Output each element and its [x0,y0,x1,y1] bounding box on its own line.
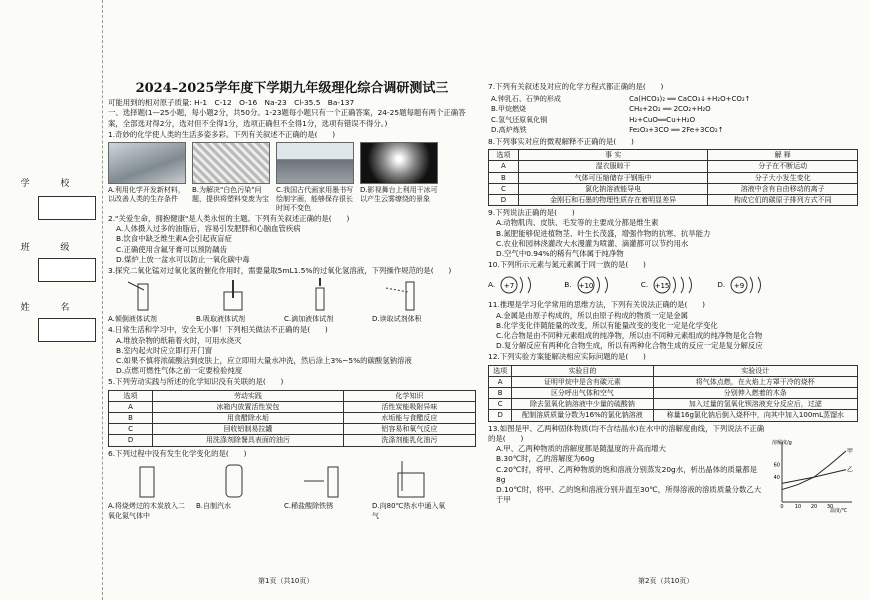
q6-option-b: B.自制汽水 [196,501,232,510]
q5-header-practice: 劳动实践 [153,390,344,401]
q1-image-b [192,142,270,184]
name-label: 姓 名 [20,303,84,313]
q1-option-a: A.利用化学开发新材料，以改善人类的生存条件 [108,186,185,204]
q8-cell: 构成它们的碳原子排列方式不同 [708,195,858,206]
q12-header-goal: 实验目的 [512,365,653,376]
q5-header-knowledge: 化学知识 [343,390,475,401]
series-label: 乙 [847,466,854,474]
q12-cell: D [489,410,512,421]
q8-header-fact: 事 实 [518,150,707,161]
q4-option-b: B.室内起火时应立即打开门窗 [116,345,213,355]
q12-cell: A [489,376,512,387]
question-8: 8.下列事实对应的微观解释不正确的是( ) [488,137,634,147]
q7-options [488,94,858,135]
q6-option-c: C.稀盐酸除铁锈 [284,501,334,510]
series-line [782,451,846,490]
q8-table [488,149,858,206]
q5-cell: 用食醋除水垢 [153,413,344,424]
q8-cell: 氯化钠溶液能导电 [518,183,707,194]
q5-cell: B [109,413,153,424]
solubility-chart [768,436,858,516]
q12-header-design: 实验设计 [653,365,857,376]
question-4: 4.日常生活和学习中，安全无小事！下列相关做法不正确的是( ) [108,325,328,335]
school-field[interactable] [38,196,96,220]
q7-equation-d: Fe₂O₃+3CO ══ 2Fe+3CO₂↑ [629,125,724,134]
q5-cell: A [109,401,153,412]
q5-header-option: 选项 [109,390,153,401]
atom-structure-icon [651,274,695,296]
q3-pouring-apparatus [108,278,186,318]
q2-option-b: B.饮食中缺乏维生素A会引起夜盲症 [116,234,232,244]
question-11: 11.推理是学习化学常用的思维方法，下列有关说法正确的是( ) [488,300,706,310]
q8-cell: 溶液中含有自由移动的离子 [708,183,858,194]
q10-nucleus-b: +10 [578,282,594,291]
q1-image-a [108,142,186,184]
q8-cell: 分子在不断运动 [708,161,858,172]
q13-option-d: D.10℃时，将甲、乙的饱和溶液分别升温至30℃，所得溶液的溶质质量分数乙大于甲 [496,484,762,505]
q11-option-c: C.化合物是由不同种元素组成的纯净物，所以由不同种元素组成的纯净物是化合物 [496,331,763,341]
q4-option-a: A.堆放杂物的纸箱着火时，可用水浇灭 [116,335,242,345]
question-13: 13.如图是甲、乙两种固体物质(均不含结晶水)在水中的溶解度曲线，下列说法不正确的是( ) [488,423,765,443]
x-tick-label: 20 [810,504,818,510]
q8-cell: 湿衣服晾干 [518,161,707,172]
page-footer-2: 第2页（共10页） [638,576,694,585]
q12-cell: 称量16g氯化钠后倒入烧杯中，向其中加入100mL蒸馏水 [653,410,857,421]
q10-atom-diagrams [488,274,858,296]
question-2: 2."关爱生命，拥抱健康"是人类永恒的主题。下列有关叙述正确的是( ) [108,214,350,224]
q12-table [488,365,858,422]
q8-cell: B [489,172,519,183]
q7-option-c: C.氢气还原氧化铜 [491,115,548,124]
question-9: 9.下列说法正确的是( ) [488,208,575,218]
q9-option-c: C.农业和园林浇灌改大水漫灌为喷灌、滴灌都可以节约用水 [496,238,689,248]
q11-option-d: D.复分解反应有两种化合物生成，所以有两种化合物生成的反应一定是复分解反应 [496,341,763,351]
question-3: 3.探究二氧化锰对过氧化氢的催化作用时，需要量取5mL1.5%的过氧化氢溶液，下列操作规范的是( ) [108,266,452,276]
q1-option-d: D.影视舞台上利用干冰可以产生云雾缭绕的景象 [360,186,438,204]
q7-equation-b: CH₄+2O₂ ══ 2CO₂+H₂O [629,105,711,114]
y-tick-label: 40 [773,475,780,482]
q12-cell: 区分呼出气体和空气 [512,388,653,399]
q5-cell: 水垢能与食醋反应 [343,413,475,424]
question-12: 12.下列实验方案能解决相应实际问题的是( ) [488,352,646,362]
q5-cell: 回收铝制易拉罐 [153,424,344,435]
q1-option-c: C.我国古代画家用墨书写绘制字画，能够保存很长时间不变色 [276,186,354,213]
question-10: 10.下列所示元素与氮元素属于同一族的是( ) [488,260,646,270]
q8-cell: 气体可压缩储存于钢瓶中 [518,172,707,183]
question-5: 5.下列劳动实践与所述的化学知识没有关联的是( ) [108,377,284,387]
q4-option-d: D.点燃可燃性气体之前一定要检验纯度 [116,366,243,376]
atom-structure-icon [575,274,619,296]
q6-acid-tube [284,461,362,501]
q8-cell: D [489,195,519,206]
q7-equation-a: Ca(HCO₃)₂ ══ CaCO₃↓+H₂O+CO₂↑ [629,95,751,104]
q3-dropping-apparatus [284,278,362,318]
q8-header-explanation: 解 释 [708,150,858,161]
exam-title: 2024–2025学年度下学期九年级理化综合调研测试三 [135,81,449,96]
q3-option-b: B.吸取液体试剂 [196,315,246,324]
q5-cell: 铝容易和氧气反应 [343,424,475,435]
q12-cell: 配制溶质质量分数为16%的氯化钠溶液 [512,410,653,421]
q9-option-a: A.动物肌肉、皮肤、毛发等的主要成分都是维生素 [496,218,659,228]
q1-image-c [276,142,354,184]
right-column [488,0,858,600]
q10-nucleus-d: +9 [734,282,745,291]
q3-dropper-apparatus [196,278,274,318]
q12-cell: 将气体点燃，在火焰上方罩干冷的烧杯 [653,376,857,387]
atom-structure-icon [728,274,772,296]
atom-structure-icon [498,274,542,296]
y-tick-label: 60 [773,462,780,469]
q3-reading-apparatus [372,278,450,318]
q8-cell: C [489,183,519,194]
x-axis-label: 温度/℃ [830,508,848,514]
q10-option-d: D. [717,280,726,290]
q5-cell: D [109,435,153,446]
q6-option-a: A.将烧烤过的木炭放入二氧化氮气体中 [108,501,185,521]
q12-cell: 加入过量的氢氧化钡溶液充分反应后，过滤 [653,399,857,410]
q5-cell: 用洗涤剂除餐具表面的油污 [153,435,344,446]
question-7: 7.下列有关叙述及对应的化学方程式都正确的是( ) [488,82,664,91]
q3-option-a: A.倾倒液体试剂 [108,315,157,324]
q2-option-d: D.煤炉上放一盆水可以防止一氧化碳中毒 [116,254,250,264]
q5-cell: 活性炭能吸附异味 [343,401,475,412]
q10-option-b: B. [564,280,572,290]
q12-cell: B [489,388,512,399]
q13-option-b: B.30℃时，乙的溶解度为60g [496,454,595,464]
class-field[interactable] [38,258,96,282]
q5-cell: C [109,424,153,435]
q5-cell: 冰箱内放置活性炭包 [153,401,344,412]
question-1: 1.奇妙的化学使人类的生活多姿多彩。下列有关叙述不正确的是( ) [108,129,336,139]
q12-cell: 除去氢氧化钠溶液中少量的硫酸钠 [512,399,653,410]
q6-soda-bottle [196,461,274,501]
q7-option-b: B.甲烷燃烧 [491,105,527,114]
q7-option-a: A.钟乳石、石笋的形成 [491,95,561,104]
q13-option-a: A.甲、乙两种物质的溶解度都是随温度的升高而增大 [496,444,666,454]
q11-option-a: A.金属是由原子构成的，所以由原子构成的物质一定是金属 [496,310,689,320]
name-field[interactable] [38,318,96,342]
q3-option-d: D.读取试剂体积 [372,315,422,324]
q12-header-option: 选项 [489,365,512,376]
section-instructions: 一、选择题(1—25小题，每小题2分，共50分。1-23题每小题只有一个正确答案，24-25题每题有两个正确答案，全部选对得2分，选对但不全得1分，选项正确但不全得1分，选项有错误不得分。) [108,108,466,128]
class-label: 班 级 [20,243,84,253]
x-tick-label: 10 [794,504,802,510]
q13-option-c: C.20℃时，将甲、乙两种物质的饱和溶液分别蒸发20g水，析出晶体的质量都是8g [496,464,758,484]
q5-table [108,390,476,447]
school-label: 学 校 [20,179,84,189]
q10-nucleus-a: +7 [504,282,515,291]
q8-header-option: 选项 [489,150,519,161]
q5-cell: 洗涤剂能乳化油污 [343,435,475,446]
q7-equation-c: H₂+CuO══Cu+H₂O [629,115,696,124]
student-info-strip [0,0,103,600]
left-column [108,0,476,600]
q10-option-c: C. [640,280,649,290]
q10-option-a: A. [488,280,496,290]
q9-option-b: B.氮肥能够促进植物茎、叶生长茂盛，增强作物的抗寒、抗旱能力 [496,228,711,238]
q8-cell: 金刚石和石墨的物理性质存在着明显差异 [518,195,707,206]
question-6: 6.下列过程中没有发生化学变化的是( ) [108,448,247,458]
q1-image-d [360,142,438,184]
q7-option-d: D.高炉炼铁 [491,125,527,134]
page-footer-1: 第1页（共10页） [258,576,314,585]
q12-cell: 证明甲烷中是含有碳元素 [512,376,653,387]
q6-option-d: D.向80℃热水中通入氧气 [372,501,446,521]
atomic-masses: 可能用到的相对原子质量: H-1 C-12 O-16 Na-23 Cl-35.5 Ba-137 [108,98,355,108]
q8-cell: 分子大小发生变化 [708,172,858,183]
q9-option-d: D.空气中0.94%的稀有气体属于纯净物 [496,249,624,259]
q6-bottle-apparatus [108,461,186,501]
q10-nucleus-c: +15 [654,282,670,291]
q12-cell: C [489,399,512,410]
q1-option-b: B.为解决"白色污染"问题，提供将塑料变废为宝 [192,186,269,204]
q6-beaker-apparatus [372,461,450,501]
y-axis-label: 溶解度/g [772,440,792,446]
series-label: 甲 [847,447,854,455]
q8-cell: A [489,161,519,172]
q3-option-c: C.滴加液体试剂 [284,315,334,324]
q4-option-c: C.如果不慎将浓硫酸沾到皮肤上，应立即用大量水冲洗，然后涂上3%~5%的碳酸氢钠溶液 [116,356,412,366]
q11-option-b: B.化学变化伴随能量的改变，所以有能量改变的变化一定是化学变化 [496,320,718,330]
q12-cell: 分别伸入燃着的木条 [653,388,857,399]
q2-option-c: C.正确使用含氟牙膏可以预防龋齿 [116,244,227,254]
x-tick-label: 30 [826,504,834,510]
x-tick-label: 0 [780,504,784,510]
q2-option-a: A.人体摄入过多的油脂后，容易引发肥胖和心脑血管疾病 [116,224,301,234]
